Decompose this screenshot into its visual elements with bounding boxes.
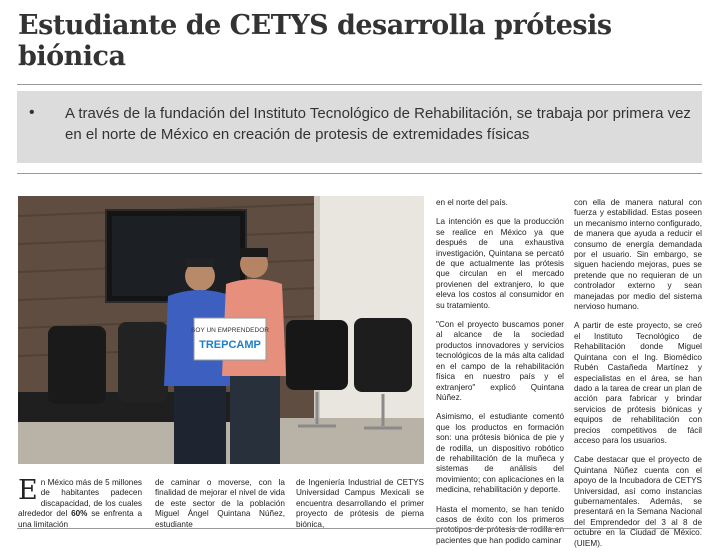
bullet-icon: • bbox=[29, 104, 35, 121]
dropcap: E bbox=[18, 475, 38, 506]
text-column-4 bbox=[436, 198, 564, 555]
paragraph: en el norte del país. bbox=[436, 198, 508, 207]
paragraph: La intención es que la producción se realice en México ya que después de una exhaustiva investigación, Quintana se percató de que actualmente las prótesis que circulan en el mercado provienen del extranjero, lo que eleva los costos al consumidor en su tratamiento. bbox=[436, 217, 564, 310]
divider bbox=[17, 173, 702, 174]
summary-box bbox=[17, 91, 702, 163]
bottom-column-2: de caminar o moverse, con la finalidad de mejorar el nivel de vida de este sector de la población Miguel Ángel Quintana Núñez, estudiante bbox=[155, 478, 285, 529]
headline: Estudiante de CETYS desarrolla prótesis biónica bbox=[18, 10, 612, 72]
paragraph: "Con el proyecto buscamos poner al alcance de la sociedad productos innovadores y servicios tecnológicos de la más alta calidad en el campo de la rehabilitación física en nuestro país y el extranjero" explicó Quintana Núñez. bbox=[436, 320, 564, 402]
text-column-5 bbox=[574, 198, 702, 558]
article-photo bbox=[18, 196, 424, 464]
bottom-divider bbox=[17, 528, 702, 529]
paragraph: A partir de este proyecto, se creó el Instituto Tecnológico de Rehabilitación donde Miguel Quintana con el Ing. Biomédico Rubén Castañeda Martínez y especialistas en el área, se han dado a la tarea de crear un plan de acción para fabricar y brindar servicios de prótesis biónicas y equipos de rehabilitación con precios competitivos de fácil acceso para los usuarios. bbox=[574, 321, 702, 445]
highlight-number: 60% bbox=[71, 509, 88, 519]
bottom-column-3: de Ingeniería Industrial de CETYS Universidad Campus Mexicali se encuentra desarrollando el primer proyecto de prótesis de pierna biónica, bbox=[296, 478, 424, 529]
paragraph-text: se enfrenta a una limitación bbox=[18, 509, 142, 529]
photo-sign-text: SOY UN EMPRENDEDOR bbox=[191, 327, 269, 334]
bottom-column-1 bbox=[18, 475, 142, 530]
paragraph-text: n México más de 5 millones de habitantes padecen discapacidad, de los cuales alrededor del bbox=[18, 478, 142, 519]
photo-sign-logo: TREPCAMP bbox=[199, 339, 261, 351]
paragraph: Hasta el momento, se han tenido casos de éxito con los primeros prototipos de prótesis de rodilla en pacientes que han podido caminar bbox=[436, 504, 564, 545]
paragraph: con ella de manera natural con fuerza y estabilidad. Estas poseen un mecanismo interno configurado, de manera que ayuda a reducir el consumo de energía demandada por el usuario. Sin embargo, se siguen haciendo mejoras, pues se pretende que no requieran de un controlador externo y sean manejadas por medio del sistema nervioso humano. bbox=[574, 198, 702, 312]
paragraph: Asimismo, el estudiante comentó que los productos en formación son: una prótesis biónica de pie y de rodilla, un dispositivo robótico de rehabilitación de la muñeca y sistemas de análisis del movimiento; con aplicaciones en la medicina, rehabilitación y deporte. bbox=[436, 412, 564, 495]
summary-text: A través de la fundación del Instituto Tecnológico de Rehabilitación, se trabaja por primera vez en el norte de México en creación de protesis de extremidades físicas bbox=[65, 105, 691, 143]
divider bbox=[17, 84, 702, 85]
paragraph: Cabe destacar que el proyecto de Quintana Núñez cuenta con el apoyo de la Incubadora de CETYS Universidad, así como instancias gubernamentales. Además, se presentará en la Semana Nacional del Emprendedor del 3 al 8 de octubre en la Ciudad de México. (UIEM). bbox=[574, 455, 702, 548]
